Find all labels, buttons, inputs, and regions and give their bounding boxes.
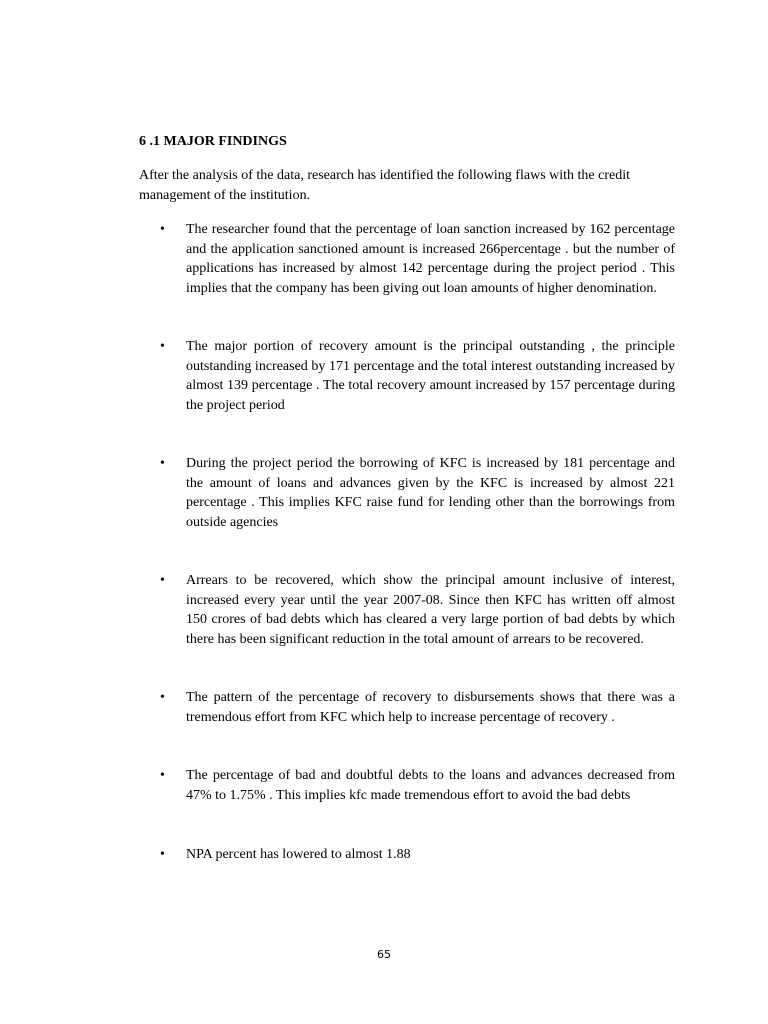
- finding-text: The researcher found that the percentage of loan sanction increased by 162 percentage and the application sanctioned amount is increased 266percentage . but the number of applications has increased by almost 142 percentage during the project period . This implies that the company has been giving out loan amounts of higher denomination.: [186, 222, 675, 296]
- finding-text: The pattern of the percentage of recovery to disbursements shows that there was a tremendous effort from KFC which help to increase percentage of recovery .: [186, 690, 675, 725]
- finding-text: Arrears to be recovered, which show the principal amount inclusive of interest, increased every year until the year 2007-08. Since then KFC has written off almost 150 crores of bad debts which has cleared a very large portion of bad debts by which there has been significant reduction in the total amount of arrears to be recovered.: [186, 573, 675, 647]
- finding-text: NPA percent has lowered to almost 1.88: [186, 847, 411, 862]
- intro-paragraph: After the analysis of the data, research has identified the following flaws with the credit management of the institution.: [139, 168, 630, 203]
- bullet-icon: •: [160, 573, 165, 588]
- bullet-icon: •: [160, 690, 165, 705]
- finding-text: During the project period the borrowing of KFC is increased by 181 percentage and the amount of loans and advances given by the KFC is increased by almost 221 percentage . This implies KFC raise fund for lending other than the borrowings from outside agencies: [186, 456, 675, 530]
- section-heading: 6 .1 MAJOR FINDINGS: [139, 134, 287, 149]
- bullet-icon: •: [160, 339, 165, 354]
- bullet-icon: •: [160, 847, 165, 862]
- page-number: 65: [377, 948, 391, 961]
- bullet-icon: •: [160, 768, 165, 783]
- bullet-icon: •: [160, 456, 165, 471]
- bullet-icon: •: [160, 222, 165, 237]
- finding-text: The major portion of recovery amount is the principal outstanding , the principle outstanding increased by 171 percentage and the total interest outstanding increased by almost 139 percentage . The total recovery amount increased by 157 percentage during the project period: [186, 339, 675, 413]
- finding-text: The percentage of bad and doubtful debts to the loans and advances decreased from 47% to 1.75% . This implies kfc made tremendous effort to avoid the bad debts: [186, 768, 675, 803]
